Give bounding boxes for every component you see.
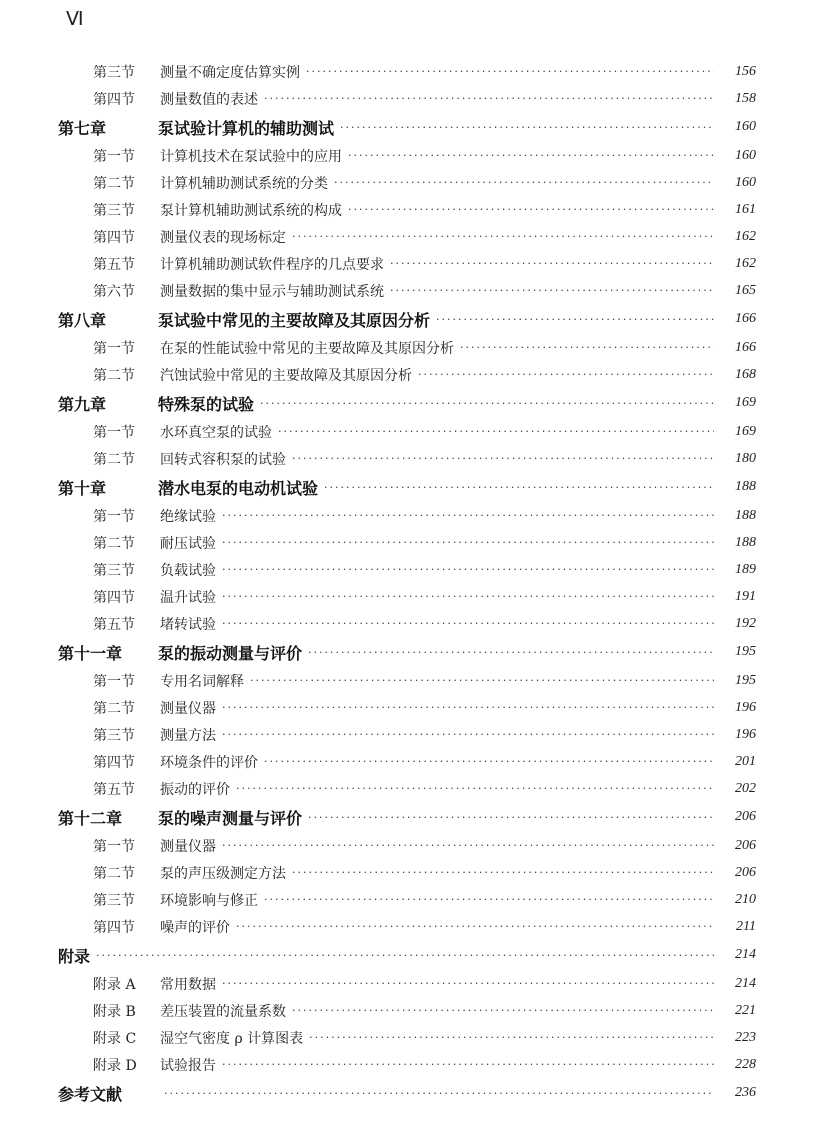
toc-section-entry[interactable] (58, 1051, 756, 1078)
dot-leader (222, 590, 714, 603)
entry-page-number: 161 (735, 201, 756, 217)
entry-title: 水环真空泵的试验 (160, 424, 272, 441)
entry-label: 第十章 (58, 478, 107, 498)
toc-section-entry[interactable] (58, 58, 756, 85)
dot-leader (390, 257, 714, 270)
toc-chapter-entry[interactable] (58, 304, 756, 334)
dot-leader (222, 701, 714, 714)
entry-label: 参考文献 (58, 1084, 123, 1104)
entry-page-number: 228 (735, 1056, 756, 1072)
dot-leader (222, 728, 714, 741)
toc-section-entry[interactable] (58, 775, 756, 802)
entry-label: 第三节 (93, 727, 135, 744)
table-of-contents (58, 58, 756, 1108)
toc-chapter-entry[interactable] (58, 940, 756, 970)
toc-section-entry[interactable] (58, 445, 756, 472)
dot-leader (308, 646, 714, 659)
entry-page-number: 168 (735, 366, 756, 382)
toc-section-entry[interactable] (58, 196, 756, 223)
dot-leader (96, 949, 714, 962)
dot-leader (236, 920, 714, 933)
entry-page-number: 236 (735, 1085, 756, 1100)
entry-page-number: 162 (735, 255, 756, 271)
dot-leader (348, 203, 714, 216)
entry-title: 在泵的性能试验中常见的主要故障及其原因分析 (160, 340, 454, 357)
entry-title: 负载试验 (160, 562, 216, 579)
toc-section-entry[interactable] (58, 361, 756, 388)
entry-label: 第二节 (93, 535, 135, 552)
entry-label: 第七章 (58, 118, 107, 138)
entry-page-number: 210 (735, 891, 756, 907)
entry-label: 第二节 (93, 451, 135, 468)
entry-title: 振动的评价 (160, 781, 230, 798)
entry-title: 绝缘试验 (160, 508, 216, 525)
dot-leader (164, 1087, 714, 1100)
entry-label: 附录 B (93, 1003, 136, 1020)
entry-label: 第二节 (93, 865, 135, 882)
page-folio: Ⅵ (66, 9, 83, 30)
entry-page-number: 223 (735, 1029, 756, 1045)
entry-title: 耐压试验 (160, 535, 216, 552)
entry-label: 第二节 (93, 175, 135, 192)
entry-page-number: 196 (735, 699, 756, 715)
entry-label: 第一节 (93, 838, 135, 855)
entry-title: 计算机辅助测试软件程序的几点要求 (160, 256, 384, 273)
entry-label: 附录 D (93, 1057, 137, 1074)
entry-label: 附录 A (93, 976, 136, 993)
entry-title: 测量仪器 (160, 700, 216, 717)
entry-page-number: 195 (735, 644, 756, 659)
dot-leader (292, 230, 714, 243)
dot-leader (334, 176, 714, 189)
entry-label: 第三节 (93, 892, 135, 909)
entry-page-number: 156 (735, 63, 756, 79)
entry-title: 潜水电泵的电动机试验 (158, 478, 319, 498)
dot-leader (292, 866, 714, 879)
dot-leader (306, 65, 714, 78)
entry-page-number: 202 (735, 780, 756, 796)
entry-page-number: 196 (735, 726, 756, 742)
dot-leader (264, 755, 714, 768)
dot-leader (278, 425, 714, 438)
toc-section-entry[interactable] (58, 667, 756, 694)
entry-page-number: 160 (735, 174, 756, 190)
dot-leader (308, 811, 714, 824)
entry-page-number: 188 (735, 534, 756, 550)
entry-title: 测量方法 (160, 727, 216, 744)
toc-section-entry[interactable] (58, 85, 756, 112)
toc-section-entry[interactable] (58, 913, 756, 940)
dot-leader (292, 1004, 714, 1017)
entry-label: 第三节 (93, 562, 135, 579)
dot-leader (340, 121, 714, 134)
dot-leader (222, 509, 714, 522)
entry-title: 差压装置的流量系数 (160, 1003, 286, 1020)
entry-label: 第五节 (93, 256, 135, 273)
entry-page-number: 165 (735, 282, 756, 298)
dot-leader (264, 92, 714, 105)
entry-label: 第一节 (93, 340, 135, 357)
toc-section-entry[interactable] (58, 610, 756, 637)
entry-title: 堵转试验 (160, 616, 216, 633)
entry-title: 泵计算机辅助测试系统的构成 (160, 202, 342, 219)
entry-title: 计算机辅助测试系统的分类 (160, 175, 328, 192)
entry-title: 测量仪表的现场标定 (160, 229, 286, 246)
dot-leader (418, 368, 714, 381)
entry-label: 第四节 (93, 91, 135, 108)
entry-page-number: 201 (735, 753, 756, 769)
entry-title: 泵试验中常见的主要故障及其原因分析 (158, 310, 431, 330)
entry-label: 第九章 (58, 394, 107, 414)
entry-title: 泵的振动测量与评价 (158, 643, 303, 663)
entry-label: 第一节 (93, 424, 135, 441)
entry-page-number: 169 (735, 395, 756, 410)
dot-leader (222, 977, 714, 990)
entry-title: 专用名词解释 (160, 673, 244, 690)
entry-title: 回转式容积泵的试验 (160, 451, 286, 468)
entry-label: 第三节 (93, 202, 135, 219)
entry-title: 常用数据 (160, 976, 216, 993)
dot-leader (390, 284, 714, 297)
dot-leader (222, 1058, 714, 1071)
dot-leader (309, 1031, 714, 1044)
entry-page-number: 180 (735, 450, 756, 466)
entry-label: 第五节 (93, 616, 135, 633)
dot-leader (260, 397, 714, 410)
entry-label: 第二节 (93, 700, 135, 717)
toc-section-entry[interactable] (58, 694, 756, 721)
dot-leader (460, 341, 714, 354)
entry-page-number: 192 (735, 615, 756, 631)
entry-page-number: 191 (735, 588, 756, 604)
entry-title: 测量不确定度估算实例 (160, 64, 300, 81)
toc-section-entry[interactable] (58, 832, 756, 859)
entry-page-number: 214 (735, 975, 756, 991)
entry-title: 环境影响与修正 (160, 892, 258, 909)
toc-section-entry[interactable] (58, 721, 756, 748)
entry-page-number: 166 (735, 339, 756, 355)
toc-section-entry[interactable] (58, 886, 756, 913)
dot-leader (222, 839, 714, 852)
toc-section-entry[interactable] (58, 1024, 756, 1051)
entry-label: 第四节 (93, 229, 135, 246)
entry-title: 测量数值的表述 (160, 91, 258, 108)
entry-label: 第一节 (93, 508, 135, 525)
dot-leader (222, 563, 714, 576)
toc-section-entry[interactable] (58, 334, 756, 361)
toc-section-entry[interactable] (58, 556, 756, 583)
entry-label: 第三节 (93, 64, 135, 81)
entry-label: 第四节 (93, 589, 135, 606)
toc-section-entry[interactable] (58, 142, 756, 169)
entry-label: 第四节 (93, 754, 135, 771)
entry-page-number: 189 (735, 561, 756, 577)
entry-title: 温升试验 (160, 589, 216, 606)
toc-chapter-entry[interactable] (58, 388, 756, 418)
entry-label: 第六节 (93, 283, 135, 300)
entry-page-number: 188 (735, 479, 756, 494)
toc-section-entry[interactable] (58, 997, 756, 1024)
entry-page-number: 166 (735, 311, 756, 326)
dot-leader (250, 674, 714, 687)
entry-label: 第五节 (93, 781, 135, 798)
toc-chapter-entry[interactable] (58, 637, 756, 667)
dot-leader (348, 149, 714, 162)
entry-label: 第十一章 (58, 643, 123, 663)
entry-page-number: 188 (735, 507, 756, 523)
entry-page-number: 206 (735, 809, 756, 824)
entry-label: 第一节 (93, 148, 135, 165)
entry-title: 汽蚀试验中常见的主要故障及其原因分析 (160, 367, 412, 384)
entry-title: 环境条件的评价 (160, 754, 258, 771)
entry-label: 附录 (58, 946, 91, 966)
toc-section-entry[interactable] (58, 529, 756, 556)
toc-section-entry[interactable] (58, 277, 756, 304)
entry-title: 湿空气密度 ρ 计算图表 (160, 1030, 304, 1047)
entry-title: 泵试验计算机的辅助测试 (158, 118, 335, 138)
entry-title: 测量数据的集中显示与辅助测试系统 (160, 283, 384, 300)
toc-section-entry[interactable] (58, 859, 756, 886)
entry-page-number: 169 (735, 423, 756, 439)
dot-leader (324, 481, 714, 494)
toc-chapter-entry[interactable] (58, 802, 756, 832)
dot-leader (236, 782, 714, 795)
dot-leader (222, 617, 714, 630)
toc-section-entry[interactable] (58, 583, 756, 610)
entry-title: 测量仪器 (160, 838, 216, 855)
entry-page-number: 211 (736, 918, 756, 934)
toc-section-entry[interactable] (58, 970, 756, 997)
entry-page-number: 158 (735, 90, 756, 106)
entry-label: 第二节 (93, 367, 135, 384)
entry-label: 第十二章 (58, 808, 123, 828)
dot-leader (292, 452, 714, 465)
entry-label: 第四节 (93, 919, 135, 936)
entry-title: 噪声的评价 (160, 919, 230, 936)
entry-page-number: 162 (735, 228, 756, 244)
entry-page-number: 221 (735, 1002, 756, 1018)
toc-chapter-entry[interactable] (58, 112, 756, 142)
entry-page-number: 214 (735, 947, 756, 962)
entry-title: 特殊泵的试验 (158, 394, 255, 414)
dot-leader (436, 313, 714, 326)
toc-section-entry[interactable] (58, 502, 756, 529)
toc-section-entry[interactable] (58, 748, 756, 775)
dot-leader (222, 536, 714, 549)
dot-leader (264, 893, 714, 906)
toc-section-entry[interactable] (58, 169, 756, 196)
entry-title: 试验报告 (160, 1057, 216, 1074)
toc-section-entry[interactable] (58, 223, 756, 250)
entry-label: 附录 C (93, 1030, 137, 1047)
entry-page-number: 206 (735, 864, 756, 880)
entry-title: 计算机技术在泵试验中的应用 (160, 148, 342, 165)
entry-title: 泵的声压级测定方法 (160, 865, 286, 882)
entry-page-number: 160 (735, 119, 756, 134)
entry-page-number: 195 (735, 672, 756, 688)
toc-chapter-entry[interactable] (58, 472, 756, 502)
entry-title: 泵的噪声测量与评价 (158, 808, 303, 828)
entry-page-number: 160 (735, 147, 756, 163)
toc-section-entry[interactable] (58, 418, 756, 445)
toc-chapter-entry[interactable] (58, 1078, 756, 1108)
entry-label: 第一节 (93, 673, 135, 690)
entry-label: 第八章 (58, 310, 107, 330)
entry-page-number: 206 (735, 837, 756, 853)
toc-section-entry[interactable] (58, 250, 756, 277)
